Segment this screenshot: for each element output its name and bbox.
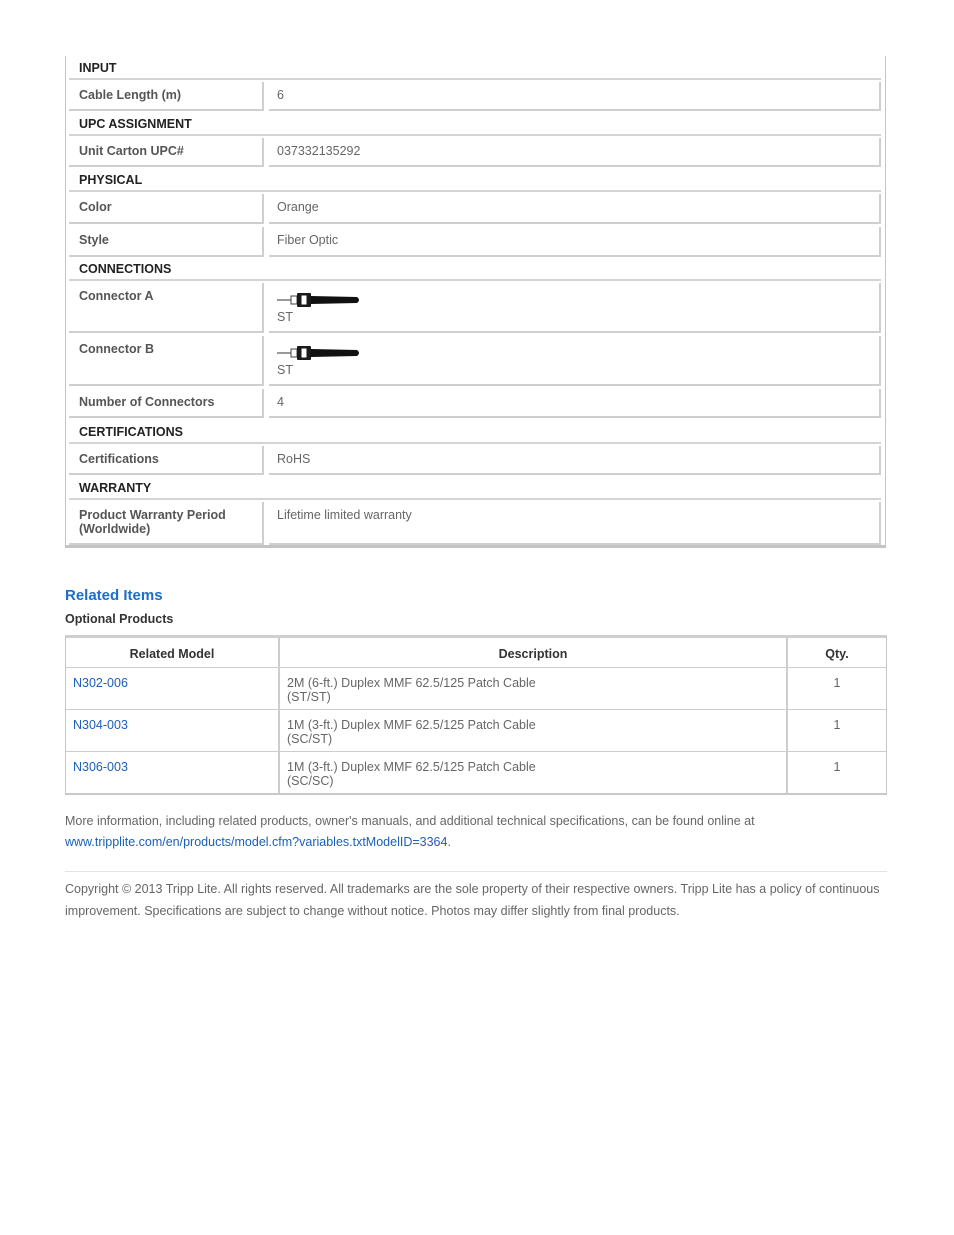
- column-header-qty: Qty.: [825, 647, 849, 661]
- copyright-notice: Copyright © 2013 Tripp Lite. All rights reserved. All trademarks are the sole property of their respective owners. Tripp Lite has a policy of continuous improvement. Specifications are subject to change without notice. Photos may differ slightly from final products.: [65, 882, 880, 918]
- product-page-link[interactable]: www.tripplite.com/en/products/model.cfm?variables.txtModelID=3364: [65, 835, 448, 849]
- spec-row-cable-length: [69, 82, 881, 111]
- related-qty: 1: [833, 760, 841, 774]
- spec-row-warranty: [69, 502, 881, 545]
- spec-row-style: [69, 227, 881, 257]
- related-qty: 1: [833, 718, 841, 732]
- section-warranty: [69, 476, 881, 500]
- spec-label: Style: [79, 233, 109, 247]
- spec-row-connector-b: [69, 336, 881, 386]
- spec-value: 4: [277, 395, 284, 409]
- more-info-paragraph: [65, 811, 905, 853]
- spec-row-number-of-connectors: [69, 389, 881, 418]
- related-model-link[interactable]: N306-003: [73, 760, 128, 774]
- spec-row-connector-a: [69, 283, 881, 333]
- spec-label: Number of Connectors: [79, 395, 215, 409]
- spec-label: Color: [79, 200, 112, 214]
- section-heading: UPC ASSIGNMENT: [79, 117, 192, 131]
- spec-table: [65, 56, 886, 548]
- section-connections: [69, 257, 881, 281]
- related-qty: 1: [833, 676, 841, 690]
- spec-label: Connector A: [79, 289, 154, 303]
- spec-label: Cable Length (m): [79, 88, 182, 102]
- section-input: [69, 56, 881, 80]
- divider: [65, 871, 887, 872]
- spec-value: Orange: [277, 200, 319, 214]
- spec-label: Connector B: [79, 342, 154, 356]
- spec-value: 6: [277, 88, 284, 102]
- spec-label: Certifications: [79, 452, 159, 466]
- st-connector-icon: [277, 292, 361, 308]
- column-header-model: Related Model: [129, 647, 215, 661]
- related-description: 1M (3-ft.) Duplex MMF 62.5/125 Patch Cable (SC/ST): [287, 718, 536, 746]
- related-model-link[interactable]: N302-006: [73, 676, 128, 690]
- spec-row-certifications: [69, 446, 881, 475]
- more-info-text: More information, including related products, owner's manuals, and additional technical specifications, can be found online at: [65, 814, 755, 828]
- spec-label: Product Warranty Period (Worldwide): [79, 508, 226, 536]
- spec-value: 037332135292: [277, 144, 361, 158]
- optional-products-subtitle: Optional Products: [65, 612, 174, 626]
- section-heading: CONNECTIONS: [79, 262, 172, 276]
- spec-row-color: [69, 194, 881, 224]
- section-certifications: [69, 420, 881, 444]
- st-connector-icon: [277, 345, 361, 361]
- section-heading: CERTIFICATIONS: [79, 425, 183, 439]
- related-products-table: [65, 635, 887, 795]
- spec-label: Unit Carton UPC#: [79, 144, 184, 158]
- related-model-link[interactable]: N304-003: [73, 718, 128, 732]
- spec-row-upc: [69, 138, 881, 167]
- section-heading: PHYSICAL: [79, 173, 143, 187]
- spec-value: RoHS: [277, 452, 311, 466]
- section-heading: INPUT: [79, 61, 117, 75]
- spec-value: ST: [277, 310, 293, 324]
- section-heading: WARRANTY: [79, 481, 152, 495]
- spec-value: ST: [277, 363, 293, 377]
- related-description: 1M (3-ft.) Duplex MMF 62.5/125 Patch Cable (SC/SC): [287, 760, 536, 788]
- spec-value: Fiber Optic: [277, 233, 339, 247]
- section-upc: [69, 112, 881, 136]
- related-items-title: Related Items: [65, 587, 163, 604]
- related-description: 2M (6-ft.) Duplex MMF 62.5/125 Patch Cable (ST/ST): [287, 676, 536, 704]
- column-header-description: Description: [498, 647, 568, 661]
- section-physical: [69, 168, 881, 192]
- spec-value: Lifetime limited warranty: [277, 508, 412, 522]
- more-info-suffix: .: [447, 835, 451, 849]
